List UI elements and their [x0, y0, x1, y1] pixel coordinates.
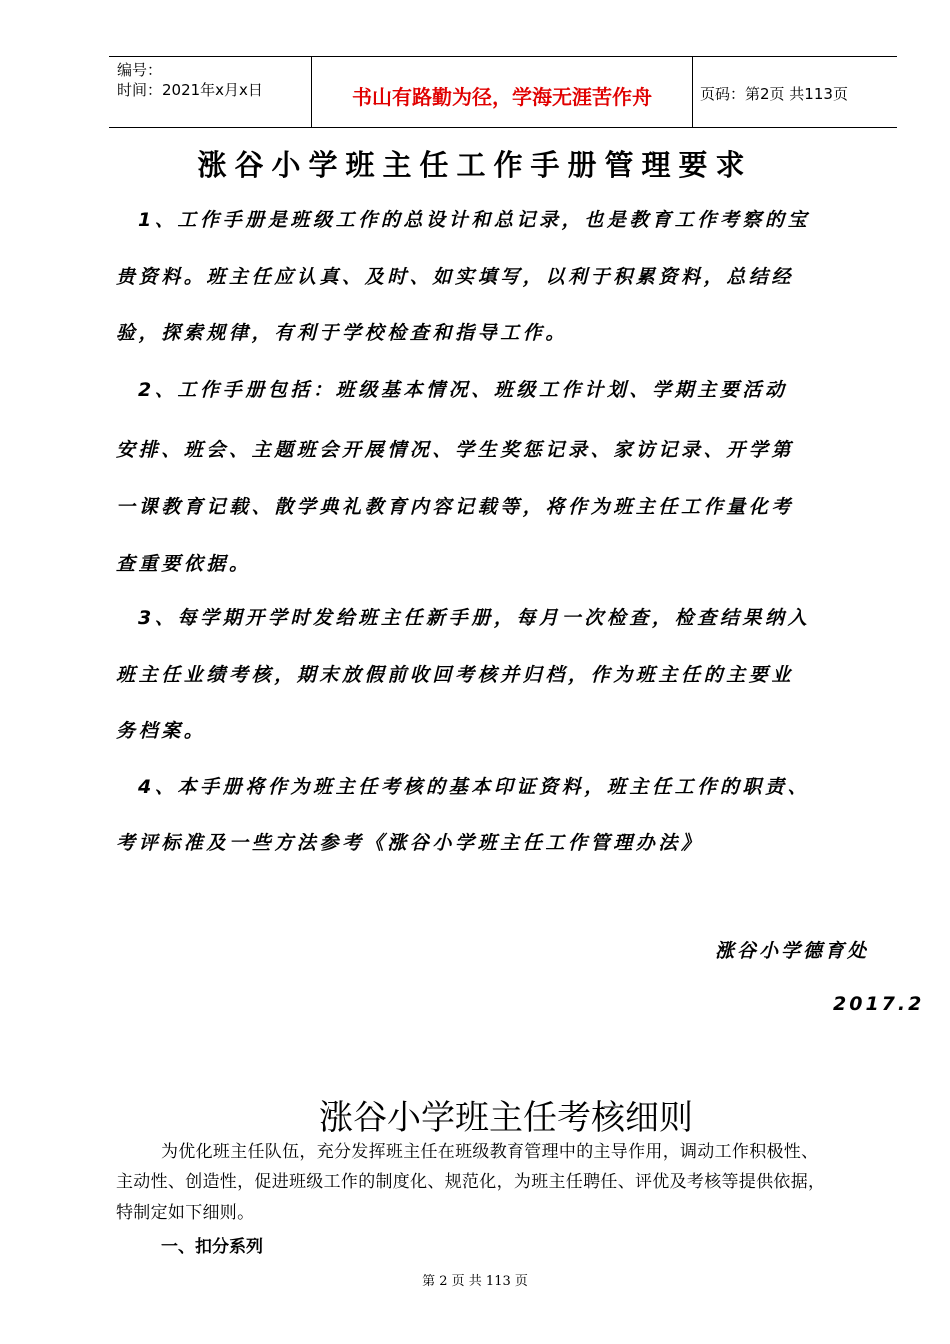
document-header [109, 56, 897, 128]
paragraph-line: 考评标准及一些方法参考《涨谷小学班主任工作管理办法》 [116, 832, 704, 854]
page-footer: 第 2 页 共 113 页 [422, 1274, 528, 1289]
intro-line: 特制定如下细则。 [116, 1203, 255, 1223]
header-page-cell [692, 57, 897, 127]
paragraph-line: 安排、班会、主题班会开展情况、学生奖惩记录、家访记录、开学第 [116, 439, 795, 461]
paragraph-line: 一课教育记载、散学典礼教育内容记载等，将作为班主任工作量化考 [116, 496, 795, 518]
section1-title: 涨谷小学班主任工作手册管理要求 [197, 148, 753, 182]
section2-title: 涨谷小学班主任考核细则 [319, 1098, 693, 1138]
paragraph-line: 2、工作手册包括：班级基本情况、班级工作计划、学期主要活动 [138, 379, 788, 401]
header-motto: 书山有路勤为径，学海无涯苦作舟 [352, 85, 652, 109]
paragraph-line: 班主任业绩考核，期末放假前收回考核并归档，作为班主任的主要业 [116, 664, 795, 686]
signature-department: 涨谷小学德育处 [715, 940, 870, 962]
signature-date: 2017.2 [833, 993, 925, 1015]
intro-line: 主动性、创造性，促进班级工作的制度化、规范化，为班主任聘任、评优及考核等提供依据， [116, 1172, 826, 1192]
section2-subheading: 一、扣分系列 [161, 1237, 263, 1257]
paragraph-line: 1、工作手册是班级工作的总设计和总记录，也是教育工作考察的宝 [138, 209, 811, 231]
paragraph-line: 务档案。 [116, 720, 207, 742]
paragraph-line: 4、本手册将作为班主任考核的基本印证资料，班主任工作的职责、 [138, 776, 811, 798]
document-number-label: 编号： [117, 61, 163, 79]
document-time-label: 时间：2021年x月x日 [117, 81, 263, 99]
header-page-info: 页码：第2页 共113页 [700, 85, 848, 103]
paragraph-line: 验，探索规律，有利于学校检查和指导工作。 [116, 322, 569, 344]
paragraph-line: 查重要依据。 [116, 553, 252, 575]
intro-line: 为优化班主任队伍，充分发挥班主任在班级教育管理中的主导作用，调动工作积极性、 [161, 1142, 819, 1162]
paragraph-line: 3、每学期开学时发给班主任新手册，每月一次检查，检查结果纳入 [138, 607, 811, 629]
paragraph-line: 贵资料。班主任应认真、及时、如实填写，以利于积累资料，总结经 [116, 266, 795, 288]
header-meta-cell [109, 57, 311, 127]
header-motto-cell [311, 57, 693, 127]
